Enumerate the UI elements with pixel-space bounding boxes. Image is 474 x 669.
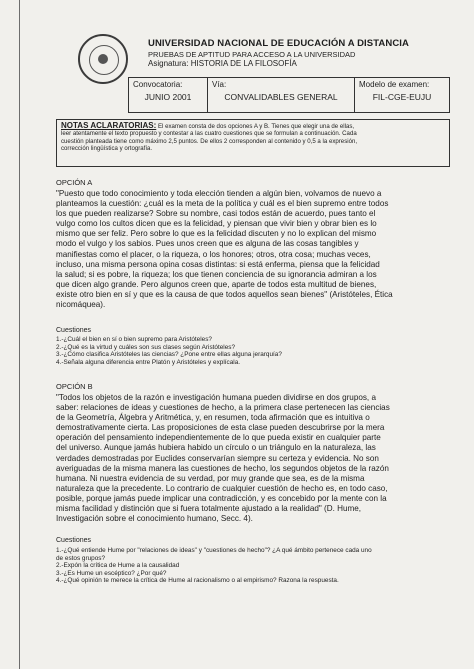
option-b-questions-heading: Cuestiones — [56, 537, 92, 544]
option-a-text: "Puesto que todo conocimiento y toda elección tienden a algún bien, volvamos de nuevo a planteamos la cuestión: ¿cuál es la meta de la política y cuál es el bien supremo entre todos los que pueden realizarse? Sobre su nombre, casi todos están de acuerdo, pues tanto el vulgo como los cultos dicen que es la felicidad, y piensan que vivir bien y obrar bien es lo mismo que ser feliz. Pero sobre lo que es la felicidad discuten y no lo explican del mismo modo el vulgo y los sabios. Pues unos creen que es alguna de las cosas tangibles y manifiestas como el placer, o la riqueza, o los honores; otros, otra cosa; muchas veces, incluso, una misma persona opina cosas distintas: si está enferma, piensa que la felicidad la salud; si es pobre, la riqueza; los que tienen conciencia de su ignorancia admiran a los que dicen algo grande. Pero algunos creen que, aparte de todos esta multitud de bienes, existe otro bien en sí y que es la causa de que todos aquellos sean bienes" (Aristóteles, Ética nicomáquea). — [56, 189, 393, 310]
option-b-questions: 1.-¿Qué entiende Hume por "relaciones de ideas" y "cuestiones de hecho"? ¿A qué ámbito pertenece cada uno de estos grupos? 2.-Expón la crítica de Hume a la causalidad 3.-¿Es Hume un escéptico? ¿Por qué? 4.-¿Qué opinión te merece la crítica de Hume al racionalismo o al empirismo? Razona la respuesta. — [56, 547, 372, 585]
scan-margin-line — [19, 0, 20, 669]
notes-title: NOTAS ACLARATORIAS: — [61, 121, 157, 130]
option-b-text: "Todos los objetos de la razón e investigación humana pueden dividirse en dos grupos, a saber: relaciones de ideas y cuestiones de hecho, a la primera clase pertenecen las ciencias de la Geometría, Álgebra y Aritmética, y, en resumen, toda afirmación que es intuitiva o demostrativamente cierta. Las proposiciones de esta clase pueden descubrirse por la mera operación del pensamiento independientemente de lo que pueda existir en cualquier parte del universo. Aunque jamás hubiera habido un círculo o un triángulo en la naturaleza, las verdades demostradas por Euclides conservarían siempre su certeza y evidencia. No son averiguadas de la misma manera las cuestiones de hecho, los segundos objetos de la razón humana. Ni nuestra evidencia de su verdad, por muy grande que sea, es de la misma naturaleza que la precedente. Lo contrario de cualquier cuestión de hecho es, en todo caso, posible, porque jamás puede implicar una contradicción, y es concebido por la mente con la misma facilidad y distinción que si fuera totalmente ajustado a la realidad" (D. Hume, Investigación sobre el conocimiento humano, Secc. 4). — [56, 393, 390, 524]
modelo-cell — [355, 78, 449, 112]
notes-body: El examen consta de dos opciones A y B. Tienes que elegir una de ellas, leer atentamente el texto propuesto y contestar a las cuatro cuestiones que se formulan a continuación. Cada cuestión planteada tiene como máximo 2,5 puntos. De ellos 2 corresponden al contenido y 0,5 a la expresión, corrección lingüística y ortografía. — [61, 123, 358, 153]
notes-box — [56, 119, 450, 167]
subject-line: Asignatura: HISTORIA DE LA FILOSOFÍA — [148, 59, 297, 68]
convocatoria-value: JUNIO 2001 — [144, 92, 192, 102]
option-a-questions: 1.-¿Cuál el bien en sí o bien supremo para Aristóteles? 2.-¿Qué es la virtud y cuáles son sus clases según Aristóteles? 3.-¿Cómo clasifica Aristóteles las ciencias? ¿Pone entre ellas alguna jerarquía? 4.-Señala alguna diferencia entre Platón y Aristóteles y explícala. — [56, 336, 282, 366]
exam-name: PRUEBAS DE APTITUD PARA ACCESO A LA UNIVERSIDAD — [148, 50, 356, 59]
option-a-heading: OPCIÓN A — [56, 178, 93, 187]
modelo-label: Modelo de examen: — [359, 80, 430, 89]
university-seal-icon — [78, 34, 128, 84]
via-cell — [208, 78, 355, 112]
convocatoria-cell — [129, 78, 208, 112]
via-label: Vía: — [212, 80, 227, 89]
option-b-heading: OPCIÓN B — [56, 382, 93, 391]
via-value: CONVALIDABLES GENERAL — [224, 92, 338, 102]
exam-info-row — [128, 77, 450, 113]
university-name: UNIVERSIDAD NACIONAL DE EDUCACIÓN A DISTANCIA — [148, 38, 410, 49]
convocatoria-label: Convocatoria: — [133, 80, 183, 89]
option-a-questions-heading: Cuestiones — [56, 327, 92, 334]
exam-header — [148, 38, 448, 69]
modelo-value: FIL-CGE-EUJU — [372, 92, 432, 102]
